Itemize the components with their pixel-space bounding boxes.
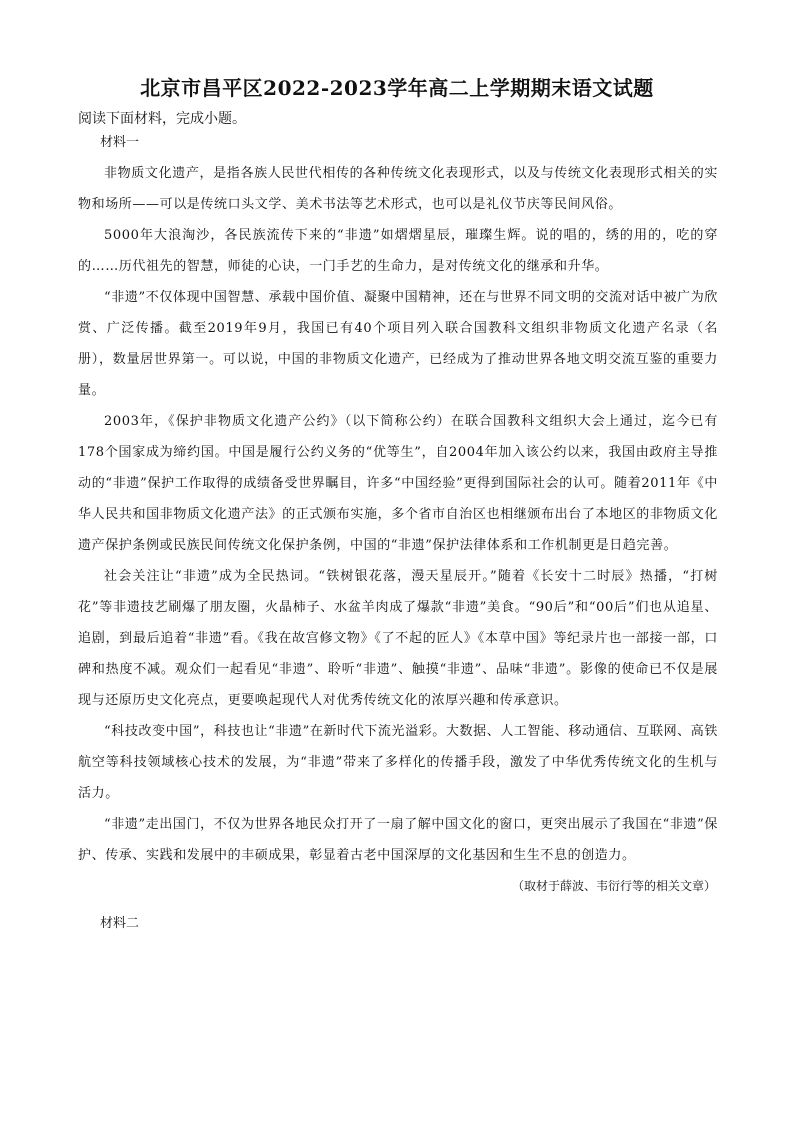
material-one-paragraph: “非遗”走出国门，不仅为世界各地民众打开了一扇了解中国文化的窗口，更突出展示了我国在“非遗”保护、传承、实践和发展中的丰硕成果，彰显着古老中国深厚的文化基因和生生不息的创造力。: [78, 817, 718, 863]
page-title: 北京市昌平区2022-2023学年高二上学期期末语文试题: [140, 76, 654, 100]
material-one-paragraph: “科技改变中国”，科技也让“非遗”在新时代下流光溢彩。大数据、人工智能、移动通信、互联网、高铁航空等科技领域核心技术的发展，为“非遗”带来了多样化的传播手段，激发了中华优秀传统文化的生机与活力。: [78, 724, 718, 801]
material-one-paragraph: “非遗”不仅体现中国智慧、承载中国价值、凝聚中国精神，还在与世界不同文明的交流对话中被广为欣赏、广泛传播。截至2019年9月，我国已有40个项目列入联合国教科文组织非物质文化遗产名录（名册），数量居世界第一。可以说，中国的非物质文化遗产，已经成为了推动世界各地文明交流互鉴的重要力量。: [78, 290, 718, 398]
material-one-paragraph: 非物质文化遗产，是指各族人民世代相传的各种传统文化表现形式，以及与传统文化表现形式相关的实物和场所——可以是传统口头文学、美术书法等艺术形式，也可以是礼仪节庆等民间风俗。: [78, 166, 718, 212]
reading-material: [78, 128, 718, 939]
instruction-text: 阅读下面材料，完成小题。: [78, 111, 246, 127]
material-two-heading: 材料二: [100, 916, 140, 931]
material-one-paragraph: 5000年大浪淘沙，各民族流传下来的“非遗”如熠熠星辰，璀璨生辉。说的唱的，绣的用的，吃的穿的……历代祖先的智慧，师徒的心诀，一门手艺的生命力，是对传统文化的继承和升华。: [78, 228, 718, 274]
material-one-paragraph: 社会关注让“非遗”成为全民热词。“铁树银花落，漫天星辰开。”随着《长安十二时辰》热播，“打树花”等非遗技艺刷爆了朋友圈，火晶柿子、水盆羊肉成了爆款“非遗”美食。“90后”和“00后”们也从追星、追剧，到最后追着“非遗”看。《我在故宫修文物》《了不起的匠人》《本草中国》等纪录片也一部接一部，口碑和热度不减。观众们一起看见“非遗”、聆听“非遗”、触摸“非遗”、品味“非遗”。影像的使命已不仅是展现与还原历史文化亮点，更要唤起现代人对优秀传统文化的浓厚兴趣和传承意识。: [78, 569, 718, 708]
material-one-source: （取材于薛波、韦衍行等的相关文章）: [511, 879, 716, 893]
material-one-heading: 材料一: [100, 135, 140, 150]
material-one-paragraph: 2003年，《保护非物质文化遗产公约》（以下简称公约）在联合国教科文组织大会上通过，迄今已有178个国家成为缔约国。中国是履行公约义务的“优等生”，自2004年加入该公约以来，我国由政府主导推动的“非遗”保护工作取得的成绩备受世界瞩目，许多“中国经验”更得到国际社会的认可。随着2011年《中华人民共和国非物质文化遗产法》的正式颁布实施，多个省市自治区也相继颁布出台了本地区的非物质文化遗产保护条例或民族民间传统文化保护条例，中国的“非遗”保护法律体系和工作机制更是日趋完善。: [78, 414, 718, 553]
